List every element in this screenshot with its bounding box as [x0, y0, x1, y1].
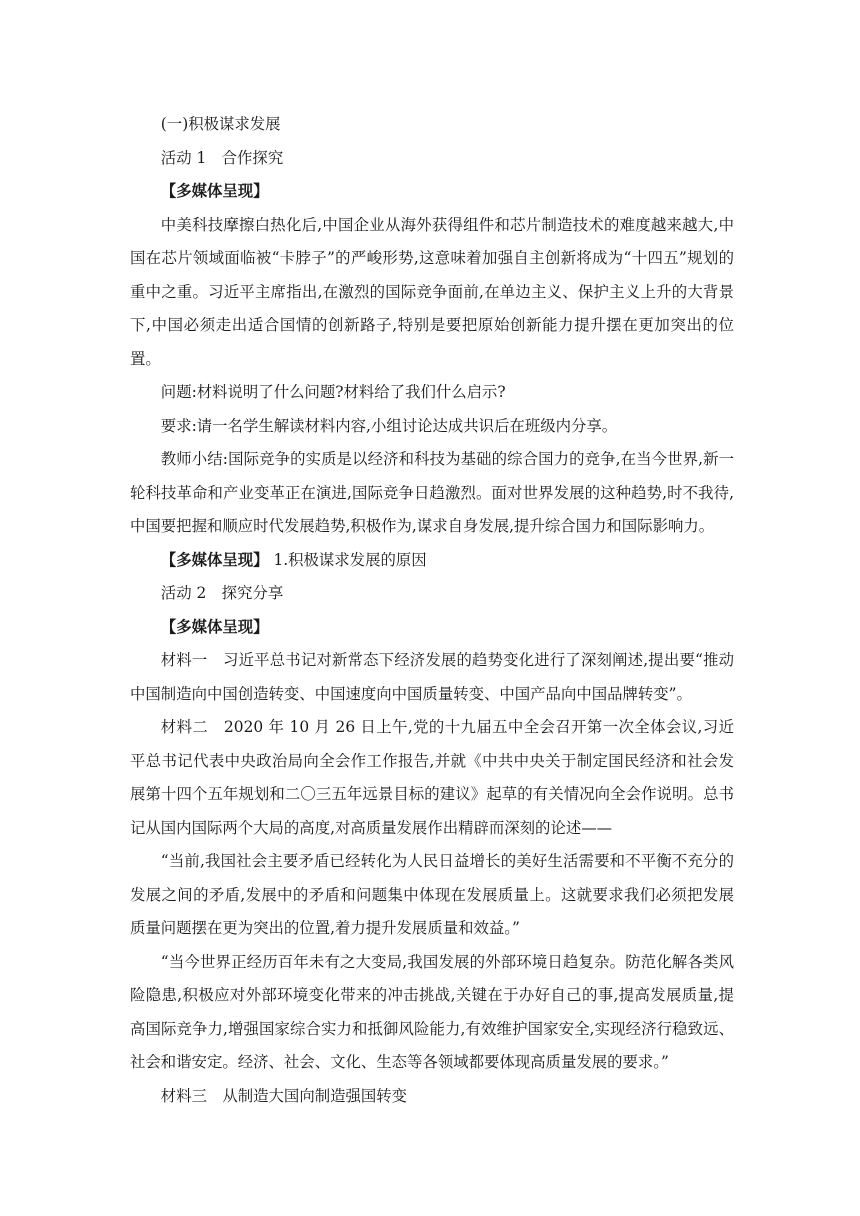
multimedia-label-3 [130, 611, 734, 645]
multimedia-label-text: 【多媒体呈现】 [160, 617, 269, 636]
reason-heading: 1.积极谋求发展的原因 [268, 550, 427, 569]
teacher-summary-paragraph: 教师小结:国际竞争的实质是以经济和科技为基础的综合国力的竞争,在当今世界,新一轮科技革命和产业变革正在演进,国际竞争日趋激烈。面对世界发展的这种趋势,时不我待,中国要把握和顺应时代发展趋势,积极作为,谋求自身发展,提升综合国力和国际影响力。 [130, 450, 734, 535]
multimedia-label-text: 【多媒体呈现】 [160, 550, 269, 569]
material-3-paragraph: 材料三 从制造大国向制造强国转变 [160, 1086, 408, 1105]
multimedia-label-1 [130, 175, 734, 209]
material-2-paragraph: 材料二 2020 年 10 月 26 日上午,党的十九届五中全会召开第一次全体会议,习近平总书记代表中央政治局向全会作工作报告,并就《中共中央关于制定国民经济和社会发展第十四个五年规划和二〇三五年远景目标的建议》起草的有关情况向全会作说明。总书记从国内国际两个大局的高度,对高质量发展作出精辟而深刻的论述—— [130, 718, 734, 837]
multimedia-label-text: 【多媒体呈现】 [160, 182, 269, 200]
activity-1-heading: 活动 1 合作探究 [160, 148, 284, 167]
quote-2-paragraph: “当今世界正经历百年未有之大变局,我国发展的外部环境日趋复杂。防范化解各类风险隐患,积极应对外部环境变化带来的冲击挑战,关键在于办好自己的事,提高发展质量,提高国际竞争力,增强国家综合实力和抵御风险能力,有效维护国家安全,实现经济行稳致远、社会和谐安定。经济、社会、文化、生态等各领域都要体现高质量发展的要求。” [130, 952, 734, 1071]
passage-chip-innovation: 中美科技摩擦白热化后,中国企业从海外获得组件和芯片制造技术的难度越来越大,中国在芯片领域面临被“卡脖子”的严峻形势,这意味着加强自主创新将成为“十四五”规划的重中之重。习近平主席指出,在激烈的国际竞争面前,在单边主义、保护主义上升的大背景下,中国必须走出适合国情的创新路子,特别是要把原始创新能力提升摆在更加突出的位置。 [130, 215, 734, 368]
quote-1-paragraph: “当前,我国社会主要矛盾已经转化为人民日益增长的美好生活需要和不平衡不充分的发展之间的矛盾,发展中的矛盾和问题集中体现在发展质量上。这就要求我们必须把发展质量问题摆在更为突出的位置,着力提升发展质量和效益。” [130, 852, 734, 937]
requirement-paragraph: 要求:请一名学生解读材料内容,小组讨论达成共识后在班级内分享。 [160, 416, 618, 435]
document-body [130, 108, 734, 1113]
multimedia-label-2 [130, 544, 734, 578]
question-paragraph: 问题:材料说明了什么问题?材料给了我们什么启示? [160, 383, 506, 401]
section-heading: (一)积极谋求发展 [160, 115, 281, 133]
material-1-paragraph: 材料一 习近平总书记对新常态下经济发展的趋势变化进行了深刻阐述,提出要“推动中国制造向中国创造转变、中国速度向中国质量转变、中国产品向中国品牌转变”。 [130, 651, 734, 703]
activity-2-heading: 活动 2 探究分享 [160, 584, 284, 602]
